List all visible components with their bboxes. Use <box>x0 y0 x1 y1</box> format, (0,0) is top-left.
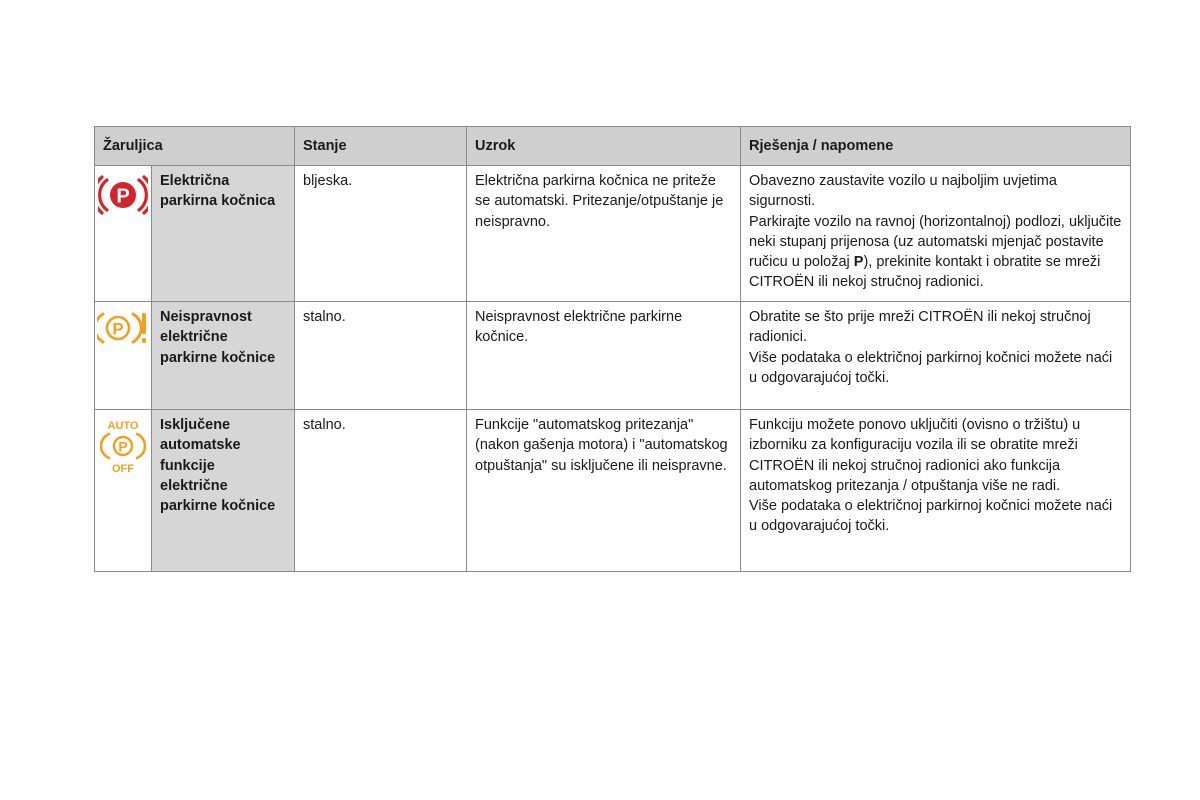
table-row <box>95 166 1131 302</box>
lamp-cause: Funkcije "automatskog pritezanja" (nakon gašenja motora) i "automatskog otpuštanja" su isključene ili neispravne. <box>467 410 741 572</box>
lamp-solution <box>741 166 1131 302</box>
svg-text:P: P <box>118 438 128 455</box>
solution-line: Više podataka o električnoj parkirnoj kočnici možete naći u odgovarajućoj točki. <box>749 498 1113 535</box>
lamp-icon-cell <box>95 410 152 572</box>
solution-line: Funkciju možete ponovo uključiti (ovisno o tržištu) u izborniku za konfiguraciju vozila ili se obratite mreži CITROËN ili nekoj stručnoj radionici ako funkcija automatskog pritezanja / otpuštanja više ne radi. <box>749 417 1081 494</box>
lamp-state: stalno. <box>295 302 467 410</box>
lamp-solution <box>741 410 1131 572</box>
header-state: Stanje <box>295 127 467 166</box>
parking-brake-fault-amber-icon <box>97 310 149 346</box>
lamp-cause: Električna parkirna kočnica ne priteže se automatski. Pritezanje/otpuštanje je neispravno. <box>467 166 741 302</box>
solution-line: Obavezno zaustavite vozilo u najboljim uvjetima sigurnosti. <box>749 173 1057 210</box>
auto-parking-brake-off-icon <box>100 418 146 474</box>
lamp-state: stalno. <box>295 410 467 572</box>
solution-text: ), prekinite kontakt i obratite se mreži CITROËN ili nekoj stručnoj radionici. <box>749 254 1101 291</box>
svg-text:P: P <box>112 319 124 339</box>
off-label: OFF <box>112 463 134 474</box>
lamp-name: Isključene automatske funkcije električne parkirne kočnice <box>152 410 295 572</box>
table-row <box>95 410 1131 572</box>
auto-label: AUTO <box>107 420 139 432</box>
parking-brake-red-icon <box>98 174 148 216</box>
warning-lamp-table <box>94 126 1131 572</box>
lamp-name: Neispravnost električne parkirne kočnice <box>152 302 295 410</box>
lamp-cause: Neispravnost električne parkirne kočnice. <box>467 302 741 410</box>
lamp-state: bljeska. <box>295 166 467 302</box>
lamp-solution <box>741 302 1131 410</box>
solution-line <box>749 212 1122 293</box>
lamp-icon-cell <box>95 302 152 410</box>
lamp-icon-cell <box>95 166 152 302</box>
header-solution: Rješenja / napomene <box>741 127 1131 166</box>
table-row <box>95 302 1131 410</box>
solution-text: Parkirajte vozilo na ravnoj (horizontalnoj) podlozi, uključite neki stupanj prijenosa (uz automatski mjenjač postavite ručicu u položaj <box>749 213 1122 271</box>
solution-line: Obratite se što prije mreži CITROËN ili nekoj stručnoj radionici. <box>749 309 1091 346</box>
svg-text:P: P <box>116 185 130 208</box>
lamp-name: Električna parkirna kočnica <box>152 166 295 302</box>
header-lamp: Žaruljica <box>95 127 295 166</box>
solution-line: Više podataka o električnoj parkirnoj kočnici možete naći u odgovarajućoj točki. <box>749 349 1113 386</box>
gear-position-p: P <box>853 254 864 271</box>
header-cause: Uzrok <box>467 127 741 166</box>
table-header-row <box>95 127 1131 166</box>
